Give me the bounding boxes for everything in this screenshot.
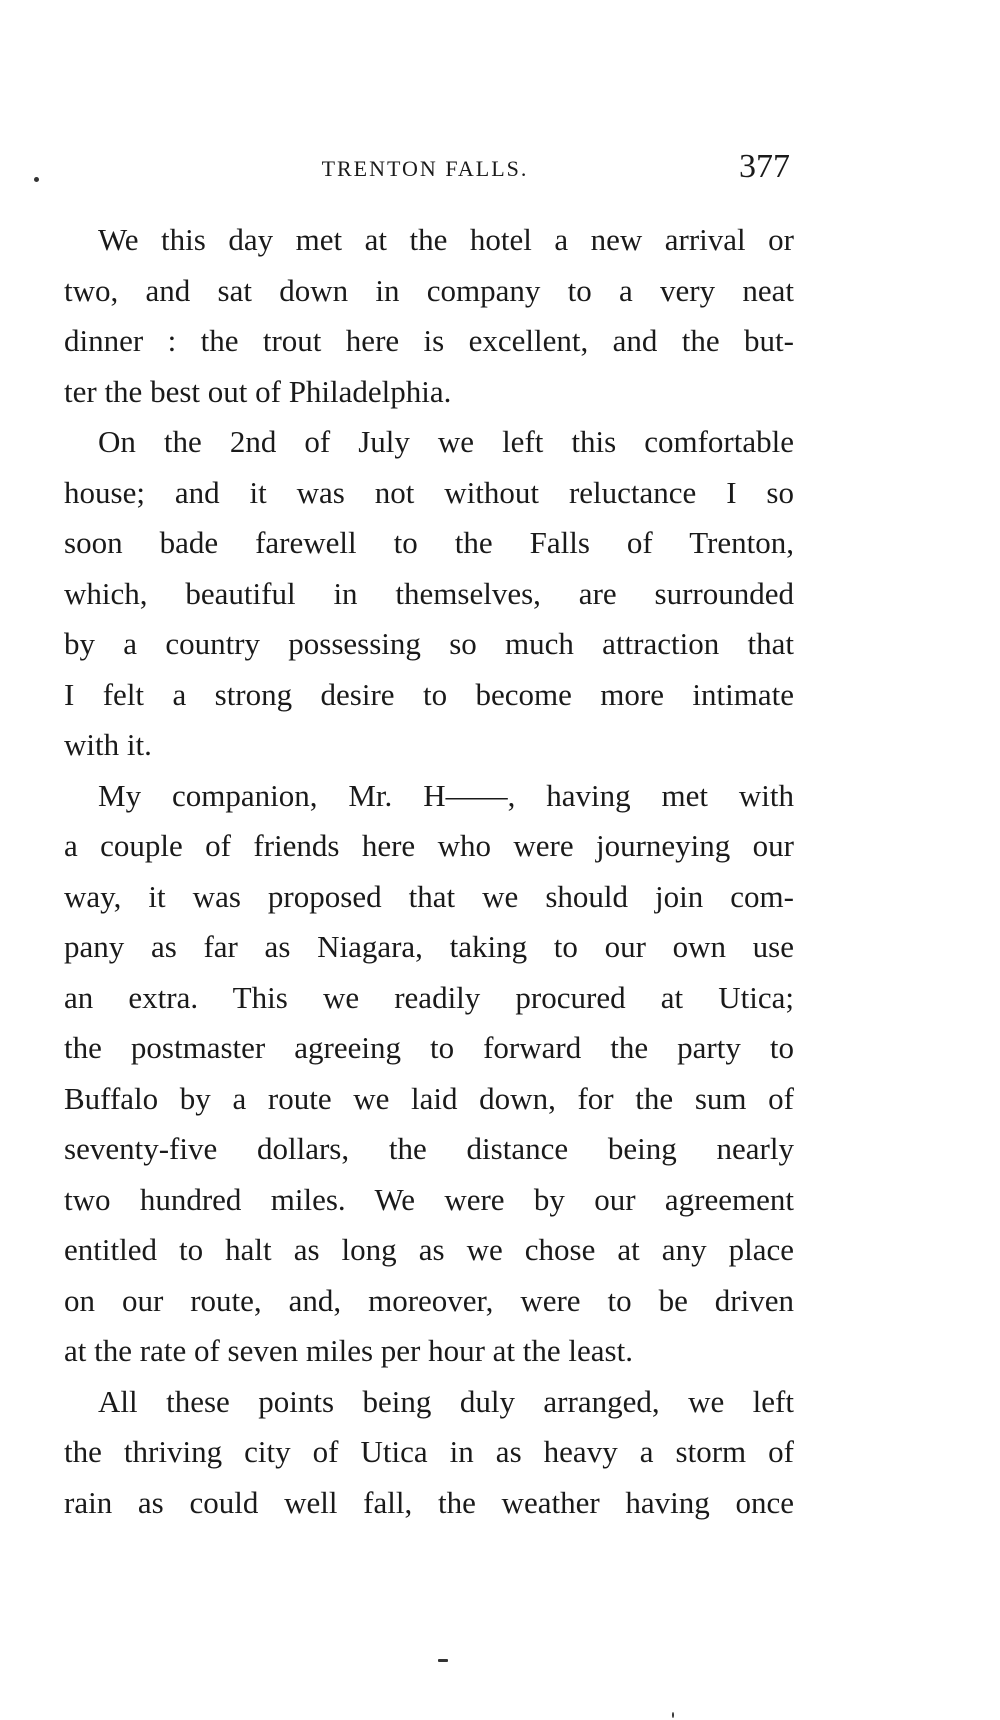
body-text (64, 215, 794, 1528)
text-line: the thriving city of Utica in as heavy a storm of (64, 1434, 794, 1469)
text-line: two hundred miles. We were by our agreement (64, 1181, 794, 1217)
text-line: We this day met at the hotel a new arrival or (98, 222, 794, 257)
text-line: soon bade farewell to the Falls of Trenton, (64, 525, 794, 560)
text-line: ter the best out of Philadelphia. (64, 373, 452, 409)
text-line: on our route, and, moreover, were to be driven (64, 1282, 794, 1318)
text-line: the postmaster agreeing to forward the party to (64, 1030, 794, 1065)
text-line: an extra. This we readily procured at Utica; (64, 979, 794, 1015)
text-line: My companion, Mr. H——, having met with (98, 777, 794, 813)
text-line: way, it was proposed that we should join com- (64, 878, 794, 914)
text-line: pany as far as Niagara, taking to our own use (64, 929, 794, 964)
text-line: house; and it was not without reluctance I so (64, 474, 794, 510)
text-line: at the rate of seven miles per hour at the least. (64, 1333, 633, 1368)
page-number: 377 (739, 148, 790, 185)
text-line: entitled to halt as long as we chose at any place (64, 1232, 794, 1267)
text-line: Buffalo by a route we laid down, for the sum of (64, 1080, 794, 1116)
text-line: seventy-five dollars, the distance being nearly (64, 1131, 794, 1166)
running-head (60, 148, 790, 188)
running-head-title: TRENTON FALLS. (321, 156, 529, 181)
paragraph (64, 1377, 794, 1529)
paragraph (64, 417, 794, 771)
ink-speck (438, 1659, 448, 1662)
text-line: two, and sat down in company to a very neat (64, 272, 794, 308)
text-line: which, beautiful in themselves, are surrounded (64, 575, 794, 611)
paragraph (64, 215, 794, 417)
text-line: All these points being duly arranged, we left (98, 1383, 794, 1419)
text-line: a couple of friends here who were journeying our (64, 828, 794, 863)
text-line: dinner : the trout here is excellent, and the but- (64, 323, 794, 358)
text-line: with it. (64, 727, 152, 762)
ink-speck (34, 177, 39, 182)
text-line: rain as could well fall, the weather having once (64, 1484, 794, 1520)
paragraph (64, 771, 794, 1377)
ink-speck (672, 1712, 674, 1718)
text-line: by a country possessing so much attraction that (64, 626, 794, 661)
text-line: I felt a strong desire to become more intimate (64, 676, 794, 712)
text-line: On the 2nd of July we left this comfortable (98, 424, 794, 459)
